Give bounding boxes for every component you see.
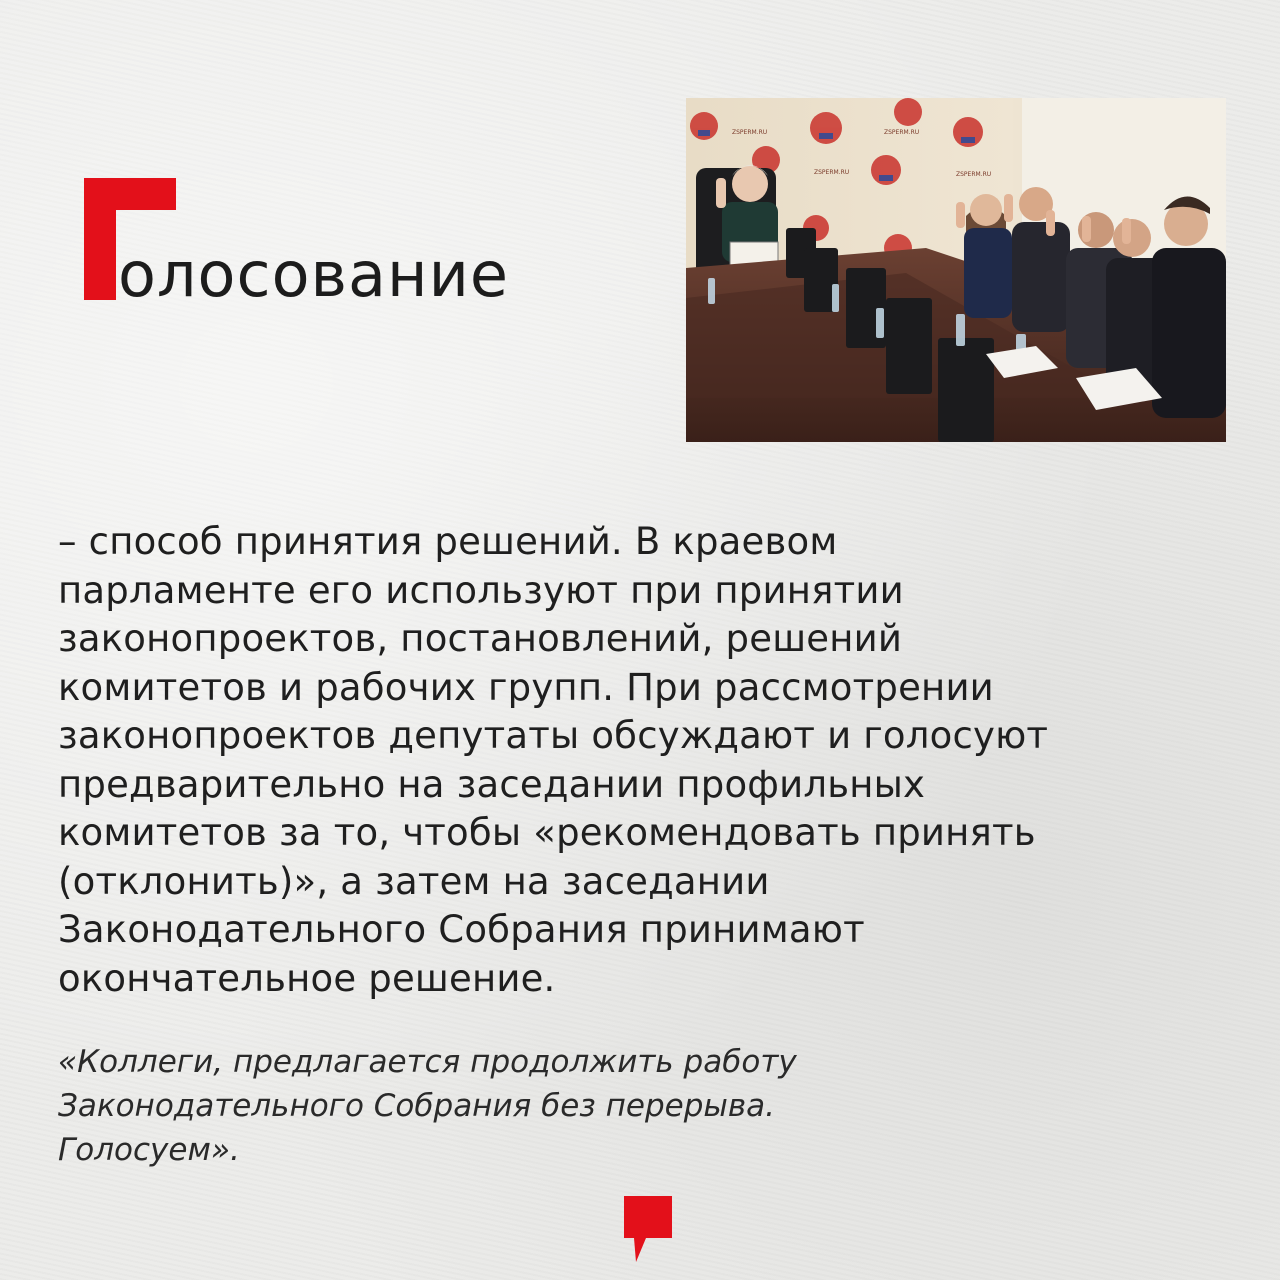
speech-bubble-logo-icon (624, 1196, 672, 1262)
session-photo-icon (686, 98, 1226, 442)
quote-line: Законодательного Собрания без перерыва. (58, 1088, 775, 1124)
body-line: законопроектов, постановлений, решений (58, 617, 903, 660)
body-line: комитетов и рабочих групп. При рассмотрении (58, 665, 994, 709)
body-line: (отклонить)», а затем на заседании (58, 859, 770, 903)
body-line: Законодательного Собрания принимают (58, 908, 865, 951)
title-text: олосование (118, 238, 510, 311)
quote-line: «Коллеги, предлагается продолжить работу (58, 1044, 797, 1080)
quote-line: Голосуем». (58, 1132, 240, 1168)
definition-text (58, 518, 1228, 1003)
session-photo (686, 98, 1226, 442)
body-line: законопроектов депутаты обсуждают и голосуют (58, 714, 1049, 757)
body-line: парламенте его используют при принятии (58, 568, 904, 612)
backdrop-label: ZSPERM.RU (732, 129, 768, 136)
body-line: окончательное решение. (58, 956, 556, 1000)
body-line: предварительно на заседании профильных (58, 762, 926, 806)
body-line: – способ принятия решений. В краевом (58, 520, 838, 563)
quote-text (58, 1040, 1158, 1172)
svg-text:ZSPERM.RU: ZSPERM.RU (884, 129, 920, 136)
svg-text:ZSPERM.RU: ZSPERM.RU (956, 171, 992, 178)
body-line: комитетов за то, чтобы «рекомендовать принять (58, 811, 1036, 854)
svg-text:ZSPERM.RU: ZSPERM.RU (814, 169, 850, 176)
